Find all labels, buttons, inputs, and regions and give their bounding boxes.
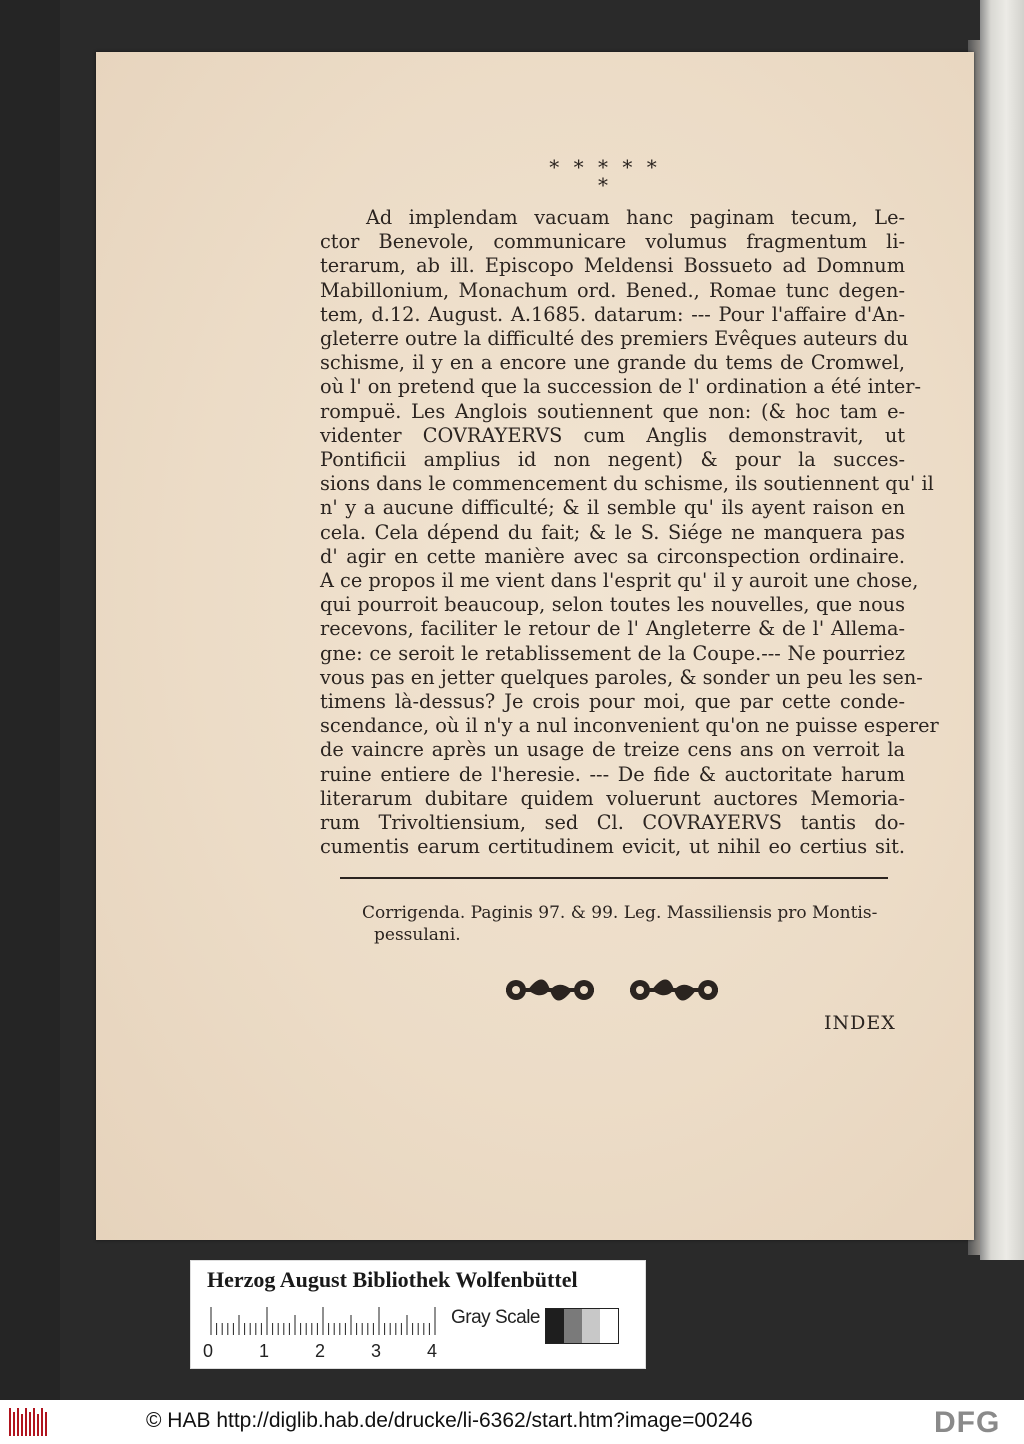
ruler-numbers — [203, 1341, 443, 1363]
fleuron-ornament-right — [624, 972, 724, 1008]
text-line: rompuë. Les Anglois soutiennent que non: (& hoc tam e- — [320, 399, 905, 423]
gray-swatch — [582, 1309, 600, 1343]
asterism-ornament-text: * * * * * * — [549, 155, 661, 197]
ruler-number: 3 — [371, 1341, 382, 1361]
text-line: qui pourroit beaucoup, selon toutes les nouvelles, que nous — [320, 593, 905, 617]
text-line: gne: ce seroit le retablissement de la Coupe.--- Ne pourriez — [320, 641, 905, 665]
library-label — [190, 1260, 646, 1369]
gray-scale-label: Gray Scale — [451, 1307, 540, 1328]
text-line: recevons, faciliter le retour de l' Angleterre & de l' Allema- — [320, 617, 905, 641]
text-line: ruine entiere de l'heresie. --- De fide & auctoritate harum — [320, 762, 905, 786]
page-body-text — [320, 206, 939, 859]
ruler-number: 0 — [203, 1341, 214, 1361]
ruler-scale — [209, 1305, 439, 1335]
text-line: sions dans le commencement du schisme, ils soutiennent qu' il — [320, 472, 934, 496]
gray-swatch — [564, 1309, 582, 1343]
text-line: terarum, ab ill. Episcopo Meldensi Bossueto ad Domnum — [320, 254, 905, 278]
corrigenda-line-2: pessulani. — [374, 925, 461, 945]
scan-background-left — [0, 0, 60, 1400]
asterism-ornament — [545, 155, 665, 197]
text-line: n' y a aucune difficulté; & il semble qu' ils ayent raison en — [320, 496, 905, 520]
text-line: videnter COVRAYERVS cum Anglis demonstravit, ut — [320, 423, 905, 447]
catchword: INDEX — [824, 1012, 896, 1034]
text-line: cela. Cela dépend du fait; & le S. Siége ne manquera pas — [320, 520, 905, 544]
text-line: scendance, où il n'y a nul inconvenient qu'on ne puisse esperer — [320, 714, 939, 738]
text-line: gleterre outre la difficulté des premiers Evêques auteurs du — [320, 327, 909, 351]
text-line: de vaincre après un usage de treize cens ans on verroit la — [320, 738, 905, 762]
hab-logo-icon — [8, 1406, 48, 1438]
library-name: Herzog August Bibliothek Wolfenbüttel — [207, 1267, 578, 1292]
next-page-edge — [980, 0, 1024, 1260]
gray-scale-swatches — [545, 1308, 619, 1344]
text-line: timens là-dessus? Je crois pour moi, que par cette conde- — [320, 690, 905, 714]
text-line: d' agir en cette manière avec sa circonspection ordinaire. — [320, 544, 905, 568]
text-line: ctor Benevole, communicare volumus fragmentum li- — [320, 230, 905, 254]
corrigenda-line-1: Corrigenda. Paginis 97. & 99. Leg. Massiliensis pro Montis- — [362, 903, 878, 923]
text-line: Mabillonium, Monachum ord. Bened., Romae tunc degen- — [320, 278, 905, 302]
ruler-number: 2 — [315, 1341, 326, 1361]
footer-bar — [0, 1400, 1024, 1444]
horizontal-rule — [340, 877, 888, 879]
text-line: où l' on pretend que la succession de l' ordination a été inter- — [320, 375, 922, 399]
dfg-logo: DFG — [934, 1406, 1001, 1439]
corrigenda-note — [362, 902, 882, 946]
ruler-number: 1 — [259, 1341, 270, 1361]
gray-swatch — [600, 1309, 618, 1343]
text-line: schisme, il y en a encore une grande du tems de Cromwel, — [320, 351, 905, 375]
text-line: tem, d.12. August. A.1685. datarum: --- Pour l'affaire d'An- — [320, 302, 905, 326]
text-line: A ce propos il me vient dans l'esprit qu' il y auroit une chose, — [320, 569, 919, 593]
text-line: literarum dubitare quidem voluerunt auctores Memoria- — [320, 786, 905, 810]
gray-swatch — [546, 1309, 564, 1343]
text-line: Pontificii amplius id non negent) & pour la succes- — [320, 448, 905, 472]
fleuron-ornament-left — [500, 972, 600, 1008]
citation-link[interactable]: © HAB http://diglib.hab.de/drucke/li-6362/start.htm?image=00246 — [146, 1409, 753, 1432]
ruler-number: 4 — [427, 1341, 438, 1361]
text-line: vous pas en jetter quelques paroles, & sonder un peu les sen- — [320, 665, 923, 689]
text-line: cumentis earum certitudinem evicit, ut nihil eo certius sit. — [320, 835, 905, 859]
text-line: Ad implendam vacuam hanc paginam tecum, Le- — [366, 206, 905, 229]
text-line: rum Trivoltiensium, sed Cl. COVRAYERVS tantis do- — [320, 811, 905, 835]
